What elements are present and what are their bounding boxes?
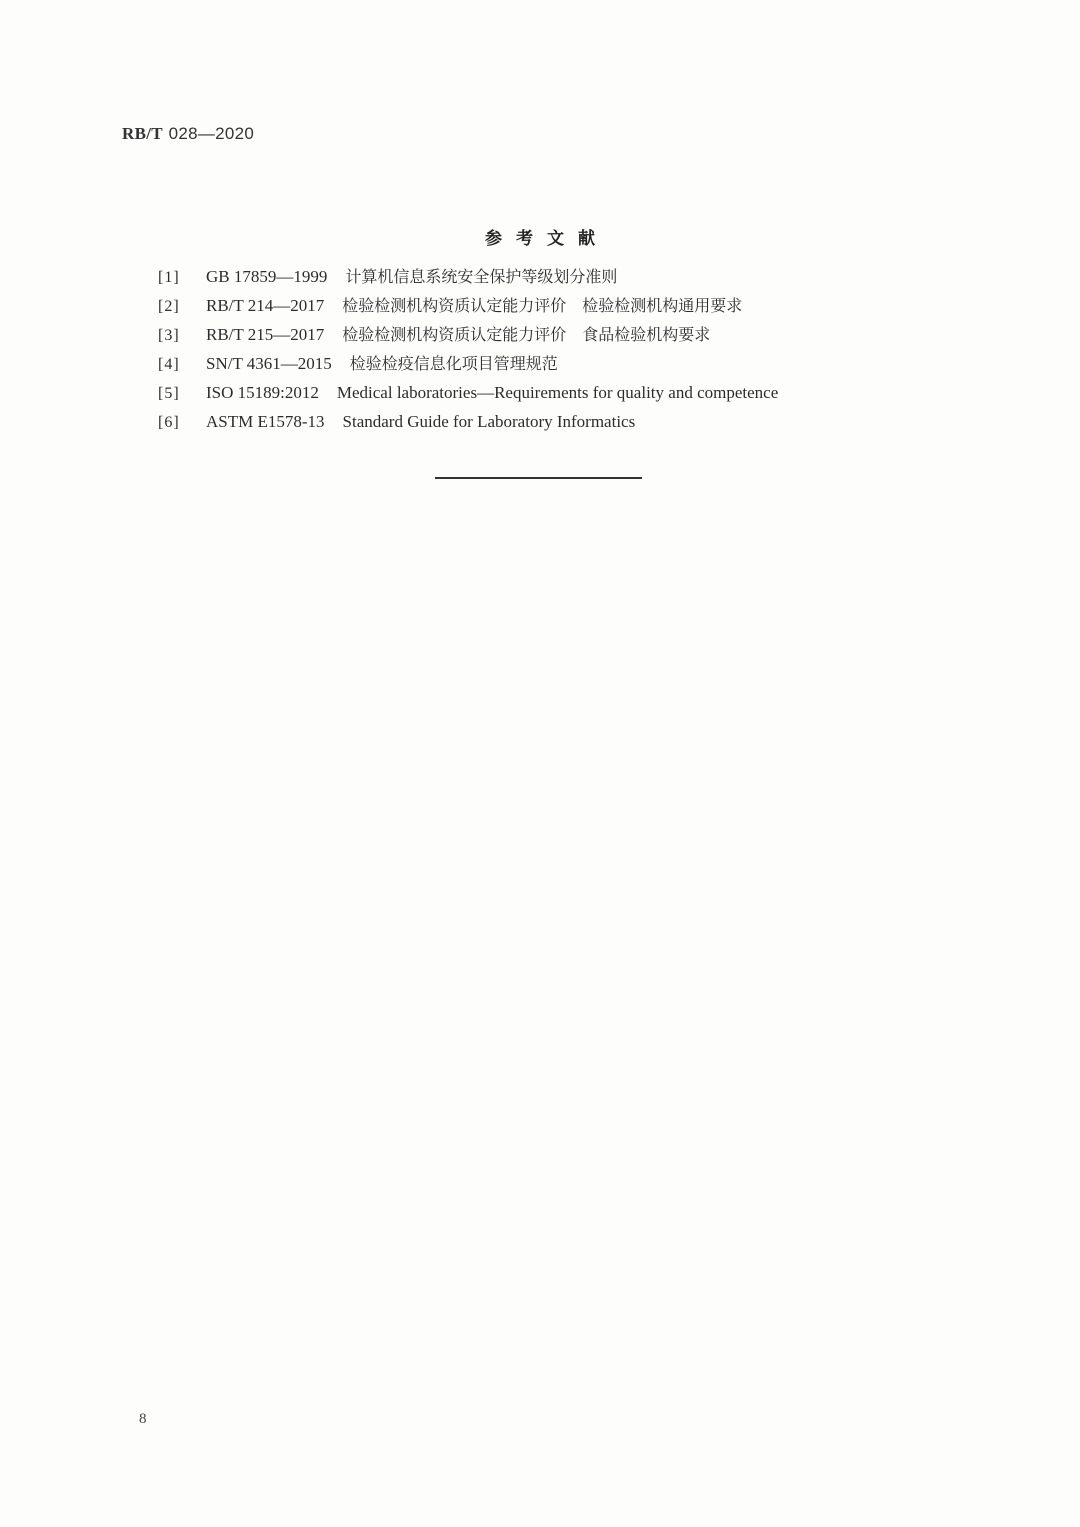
reference-item	[158, 291, 778, 320]
document-code-prefix: RB/T	[122, 124, 163, 143]
reference-code: RB/T 214—2017	[206, 296, 325, 315]
reference-code: GB 17859—1999	[206, 267, 328, 286]
reference-title: 计算机信息系统安全保护等级划分准则	[345, 267, 618, 286]
reference-number: [4]	[158, 356, 180, 373]
end-rule-divider	[435, 477, 642, 479]
reference-code: RB/T 215—2017	[206, 325, 325, 344]
reference-item	[158, 320, 778, 349]
document-code-number: 028—2020	[168, 124, 255, 143]
reference-item	[158, 262, 778, 291]
reference-list	[158, 262, 778, 436]
reference-number: [1]	[158, 269, 180, 286]
reference-code: SN/T 4361—2015	[206, 354, 332, 373]
reference-number: [2]	[158, 298, 180, 315]
page-number: 8	[139, 1411, 147, 1427]
reference-item	[158, 407, 778, 436]
reference-number: [3]	[158, 327, 180, 344]
reference-title: Medical laboratories—Requirements for quality and competence	[336, 383, 779, 402]
reference-title: Standard Guide for Laboratory Informatics	[342, 412, 636, 431]
reference-item	[158, 378, 778, 407]
reference-title: 检验检疫信息化项目管理规范	[349, 354, 558, 373]
reference-number: [6]	[158, 414, 180, 431]
reference-number: [5]	[158, 385, 180, 402]
reference-code: ISO 15189:2012	[206, 383, 319, 402]
reference-code: ASTM E1578-13	[206, 412, 325, 431]
reference-title: 检验检测机构资质认定能力评价 检验检测机构通用要求	[342, 296, 743, 315]
document-code	[122, 124, 254, 144]
reference-title: 检验检测机构资质认定能力评价 食品检验机构要求	[342, 325, 711, 344]
reference-item	[158, 349, 778, 378]
section-title: 参考文献	[485, 229, 609, 249]
